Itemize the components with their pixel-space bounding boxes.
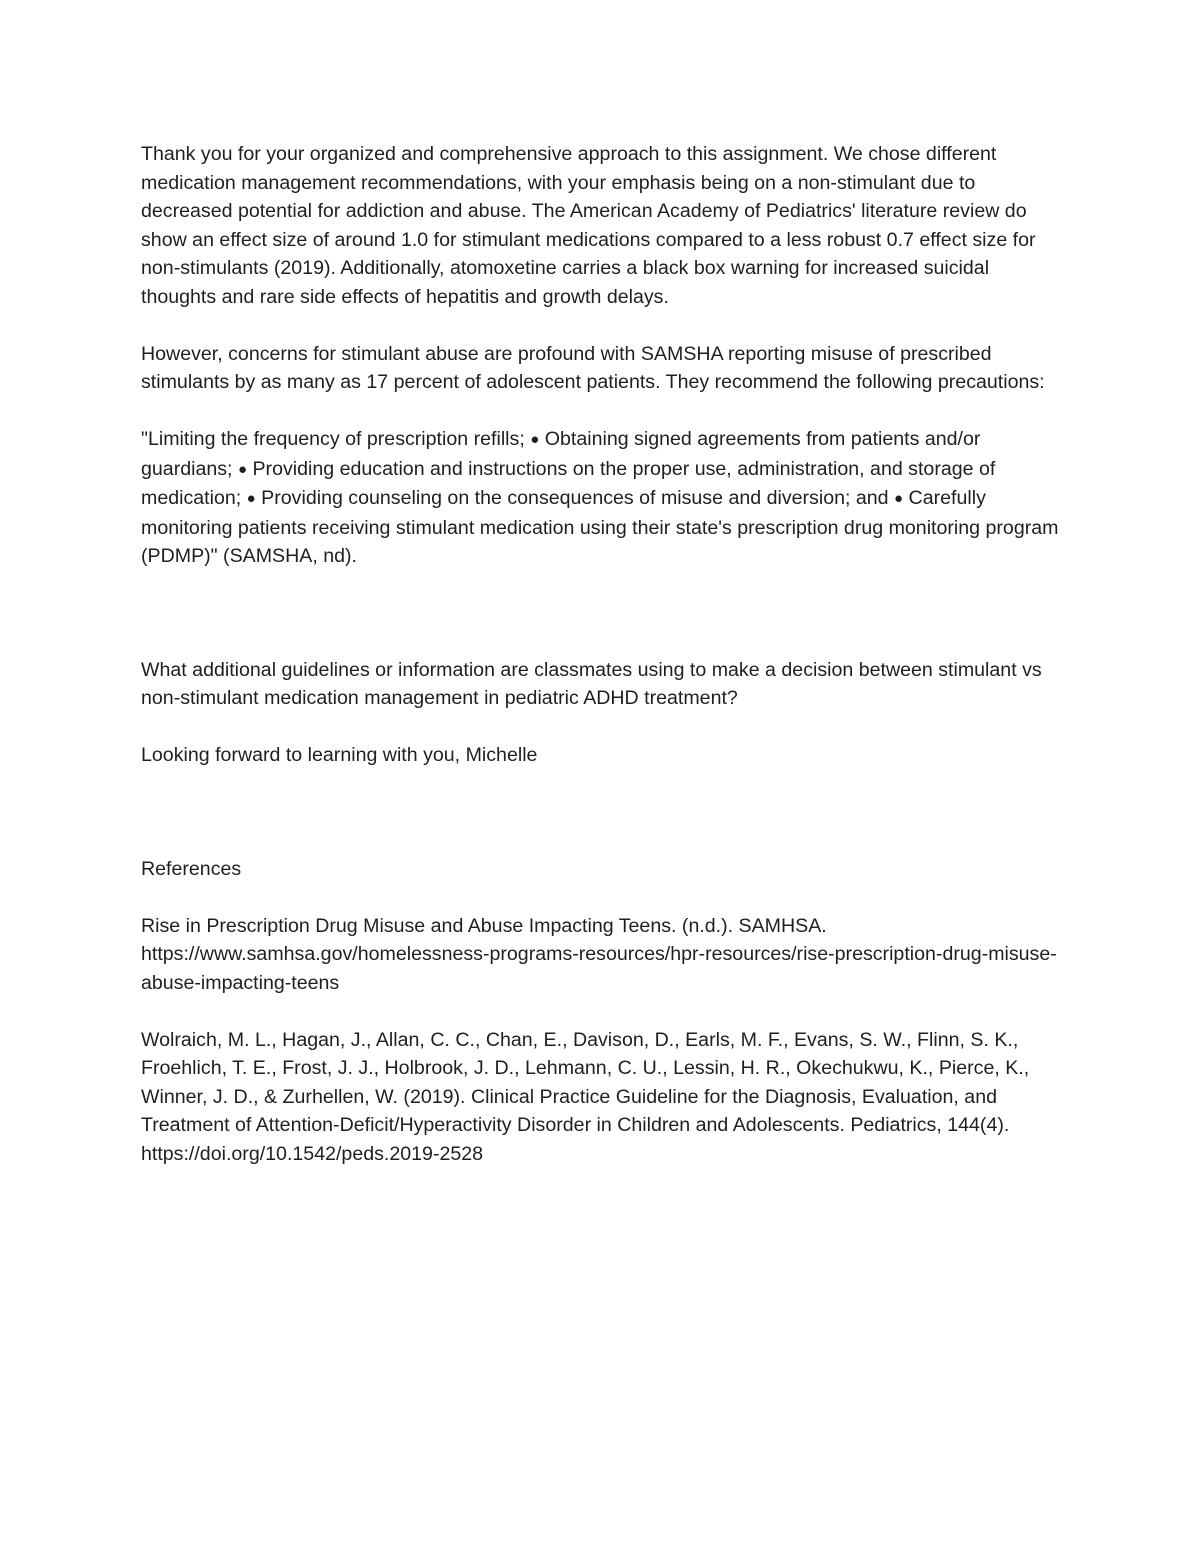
reference-item: Wolraich, M. L., Hagan, J., Allan, C. C., Chan, E., Davison, D., Earls, M. F., Evans, S. W., Flinn, S. K., Froehlich, T. E., Frost, J. J., Holbrook, J. D., Lehmann, C. U., Lessin, H. R., Okechukwu, K., Pierce, K., Winner, J. D., & Zurhellen, W. (2019). Clinical Practice Guideline for the Diagnosis, Evaluation, and Treatment of Attention-Deficit/Hyperactivity Disorder in Children and Adolescents. Pediatrics, 144(4). https://doi.org/10.1542/peds.2019-2528 xyxy=(141,1028,1030,1165)
paragraph-intro: Thank you for your organized and comprehensive approach to this assignment. We chose different medication management recommendations, with your emphasis being on a non-stimulant due to decreased potential for addiction and abuse. The American Academy of Pediatrics' literature review do show an effect size of around 1.0 for stimulant medications compared to a less robust 0.7 effect size for non-stimulants (2019). Additionally, atomoxetine carries a black box warning for increased suicidal thoughts and rare side effects of hepatitis and growth delays. xyxy=(141,143,1036,308)
quote-segment: "Limiting the frequency of prescription refills; xyxy=(141,428,525,450)
spacer xyxy=(141,571,1066,656)
quote-segment: Obtaining signed agreements from patients and/or guardians; xyxy=(141,428,981,480)
document-body xyxy=(141,140,1066,1168)
bullet-icon: ● xyxy=(894,490,904,507)
references-heading: References xyxy=(141,857,242,880)
bullet-icon: ● xyxy=(530,431,540,448)
spacer xyxy=(141,311,1066,340)
bullet-icon: ● xyxy=(237,460,248,478)
quote-segment: Carefully monitoring patients receiving stimulant medication using their state's prescription drug monitoring program (PDMP)" (SAMSHA, nd). xyxy=(141,487,1059,567)
bullet-icon: ● xyxy=(246,490,256,507)
paragraph-question: What additional guidelines or information are classmates using to make a decision between stimulant vs non-stimulant medication management in pediatric ADHD treatment? xyxy=(141,658,1042,709)
quote-segment: Providing counseling on the consequences of misuse and diversion; and xyxy=(261,487,889,509)
quote-precautions xyxy=(141,425,1066,571)
closing-signature: Looking forward to learning with you, Michelle xyxy=(141,744,538,766)
spacer xyxy=(141,883,1066,912)
spacer xyxy=(141,713,1066,742)
spacer xyxy=(141,770,1066,855)
spacer xyxy=(141,397,1066,426)
quote-segment: Providing education and instructions on the proper use, administration, and storage of medication; xyxy=(141,457,996,509)
reference-item: Rise in Prescription Drug Misuse and Abuse Impacting Teens. (n.d.). SAMHSA. https://www.samhsa.gov/homelessness-programs-resources/hpr-resources/rise-prescription-drug-misuse-abuse-impacting-teens xyxy=(141,914,1057,994)
spacer xyxy=(141,997,1066,1026)
paragraph-concerns: However, concerns for stimulant abuse are profound with SAMSHA reporting misuse of prescribed stimulants by as many as 17 percent of adolescent patients. They recommend the following precautions: xyxy=(141,342,1045,393)
